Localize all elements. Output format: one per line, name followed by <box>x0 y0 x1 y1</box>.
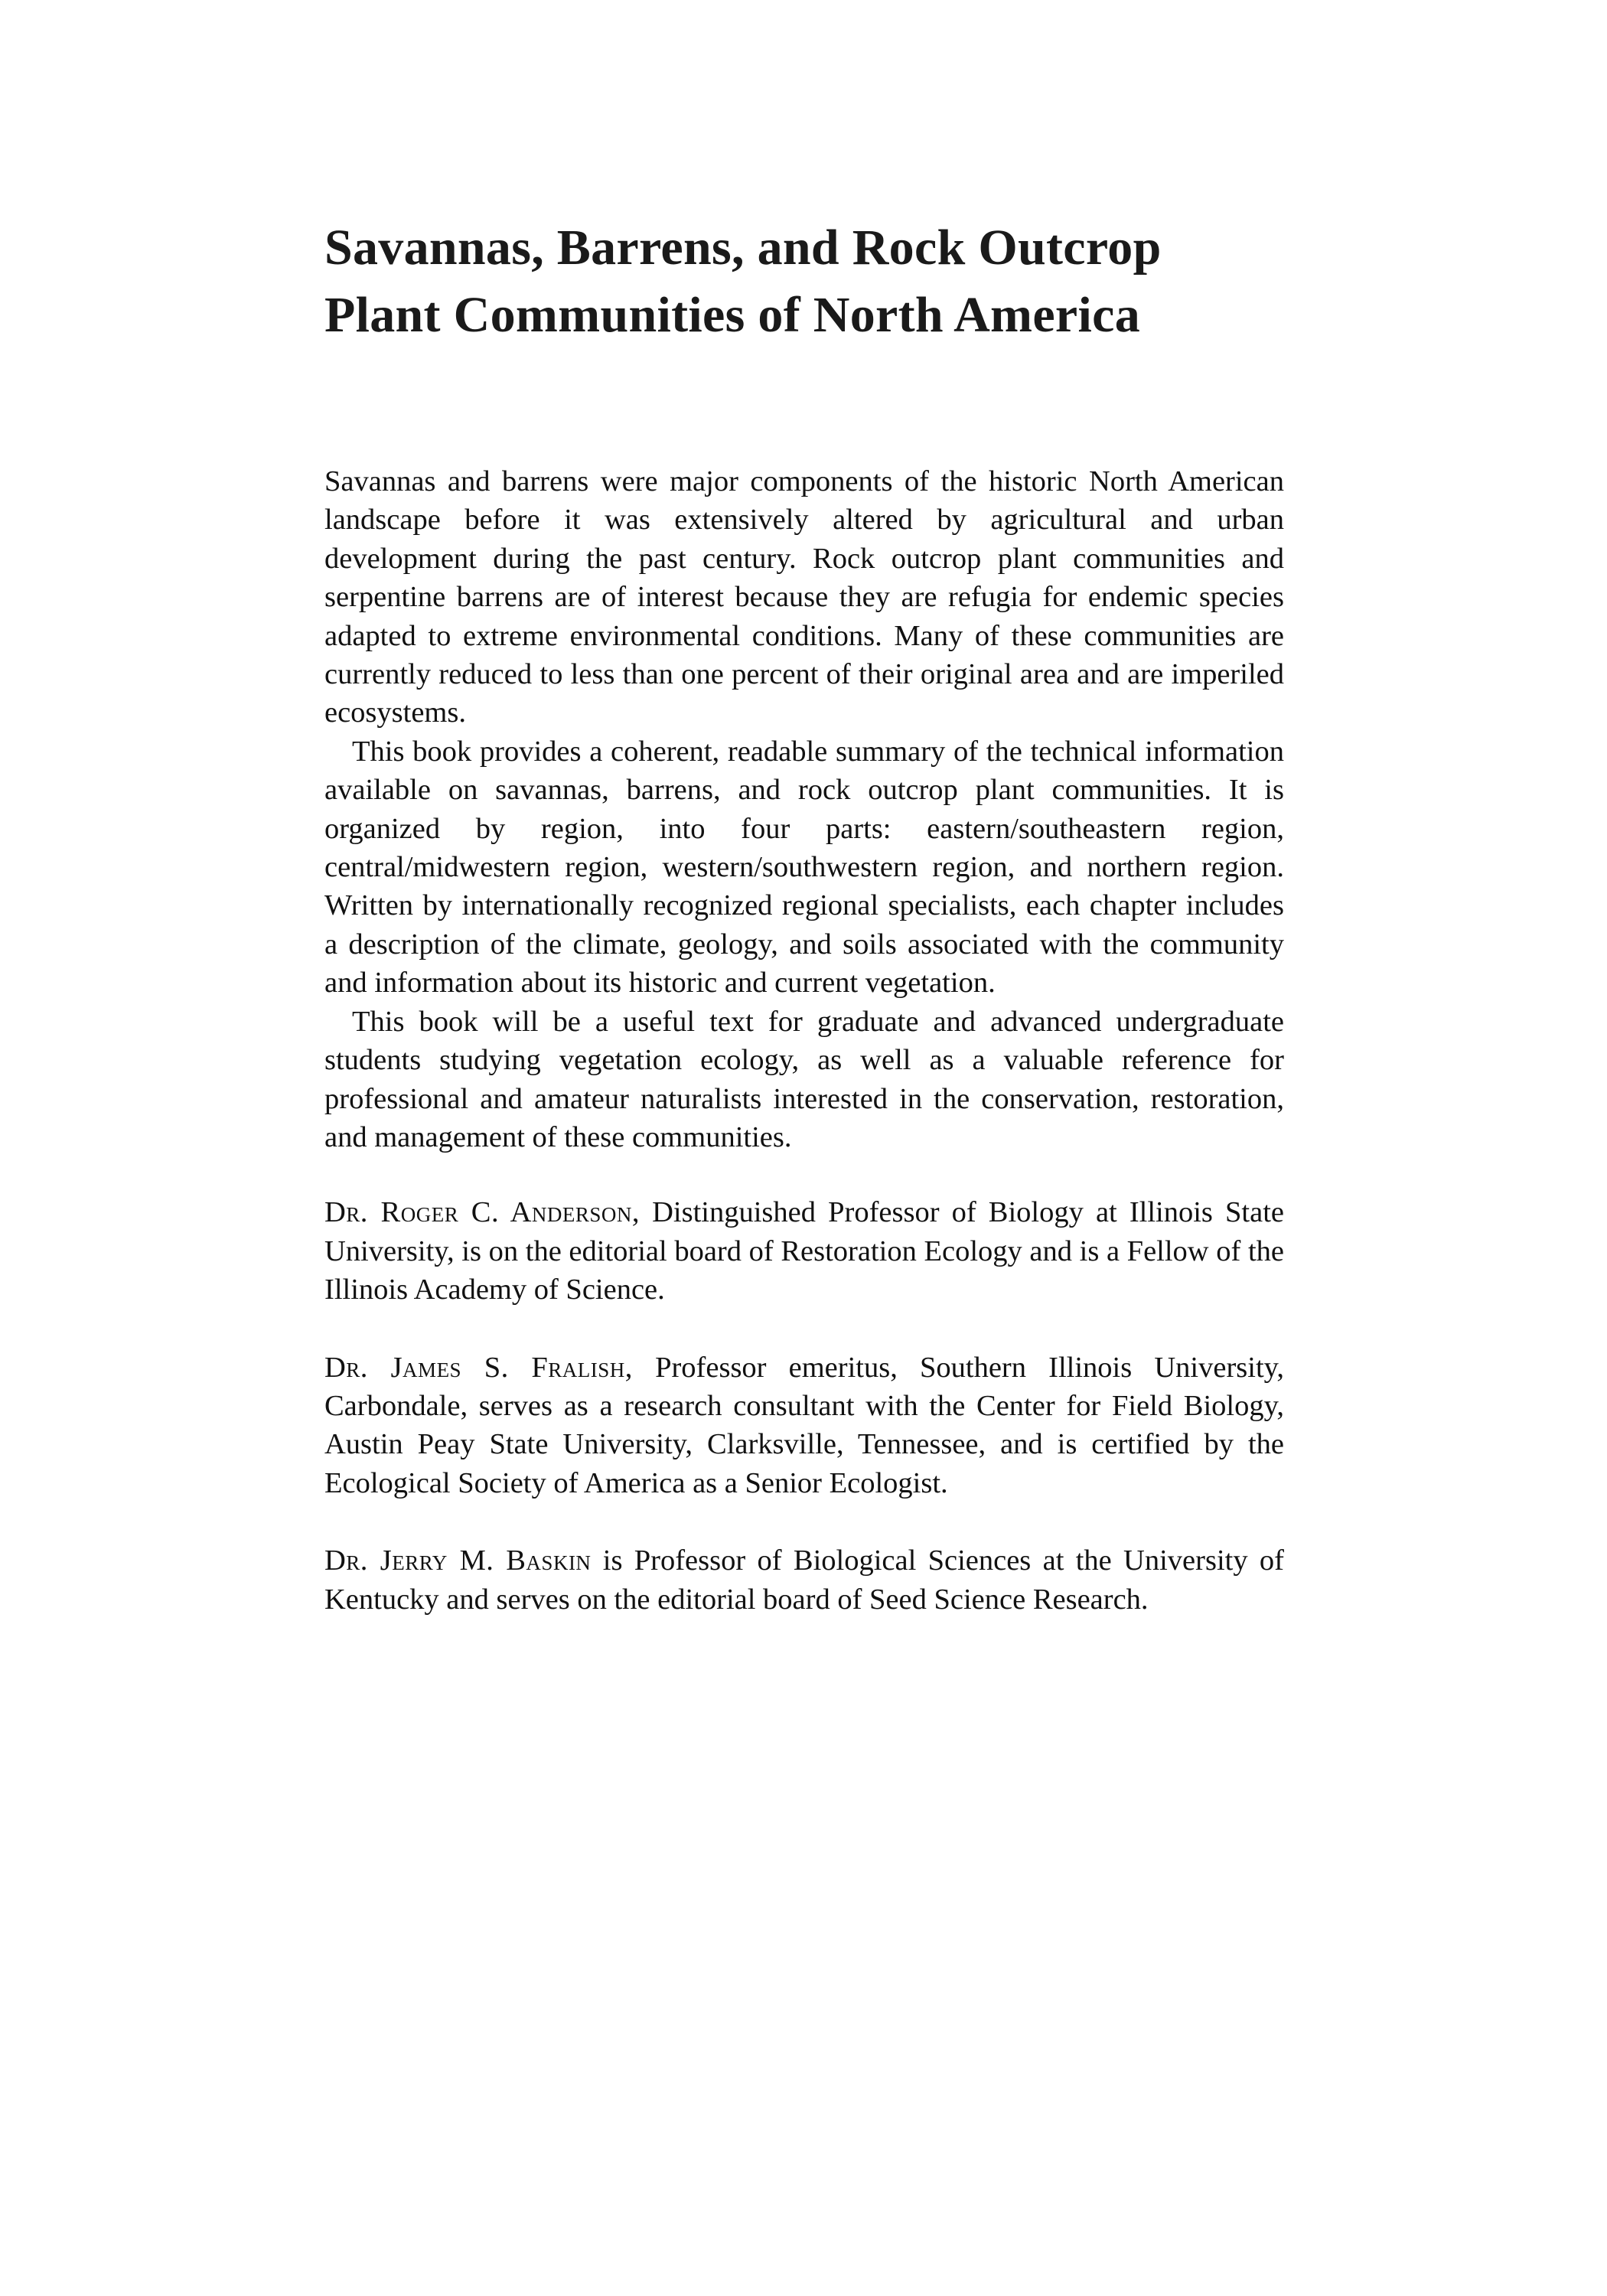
author-bio-fralish <box>324 1349 1284 1503</box>
book-description <box>324 462 1284 1156</box>
book-description-page <box>324 214 1284 1619</box>
author-bio-anderson <box>324 1193 1284 1309</box>
description-paragraph-3: This book will be a useful text for graduate and advanced undergraduate students studying vegetation ecology, as well as a valuable reference for professional and amateur naturalists interested in the conservation, restoration, and management of these communities. <box>324 1005 1284 1153</box>
author-name-baskin: Dr. Jerry M. Baskin <box>324 1544 592 1577</box>
author-bios <box>324 1193 1284 1619</box>
author-bio-text-fralish: Professor emeritus, Southern Illinois University, Carbondale, serves as a research consultant with the Center for Field Biology, Austin Peay State University, Clarksville, Tennessee, and is certified by the Ecological Society of America as a Senior Ecologist. <box>324 1351 1285 1499</box>
book-title <box>324 214 1284 349</box>
author-name-anderson: Dr. Roger C. Anderson, <box>324 1196 641 1229</box>
description-paragraph-2: This book provides a coherent, readable summary of the technical information available on savannas, barrens, and rock outcrop plant communities. It is organized by region, into four parts: eastern/southeastern region, central/midwestern region, western/southwestern region, and northern region. Written by internationally recognized regional specialists, each chapter includes a description of the climate, geology, and soils associated with the community and information about its historic and current vegetation. <box>324 735 1284 1000</box>
author-bio-text-anderson: Distinguished Professor of Biology at Illinois State University, is on the editorial board of Restoration Ecology and is a Fellow of the Illinois Academy of Science. <box>324 1196 1284 1306</box>
book-title-line-1: Savannas, Barrens, and Rock Outcrop <box>324 220 1162 276</box>
author-bio-text-baskin: is Professor of Biological Sciences at the University of Kentucky and serves on the editorial board of Seed Science Research. <box>324 1544 1284 1616</box>
author-bio-baskin <box>324 1541 1284 1619</box>
book-title-line-2: Plant Communities of North America <box>324 287 1141 343</box>
author-name-fralish: Dr. James S. Fralish, <box>324 1351 633 1384</box>
description-paragraph-1: Savannas and barrens were major components of the historic North American landscape before it was extensively altered by agricultural and urban development during the past century. Rock outcrop plant communities and serpentine barrens are of interest because they are refugia for endemic species adapted to extreme environmental conditions. Many of these communities are currently reduced to less than one percent of their original area and are imperiled ecosystems. <box>324 465 1284 729</box>
